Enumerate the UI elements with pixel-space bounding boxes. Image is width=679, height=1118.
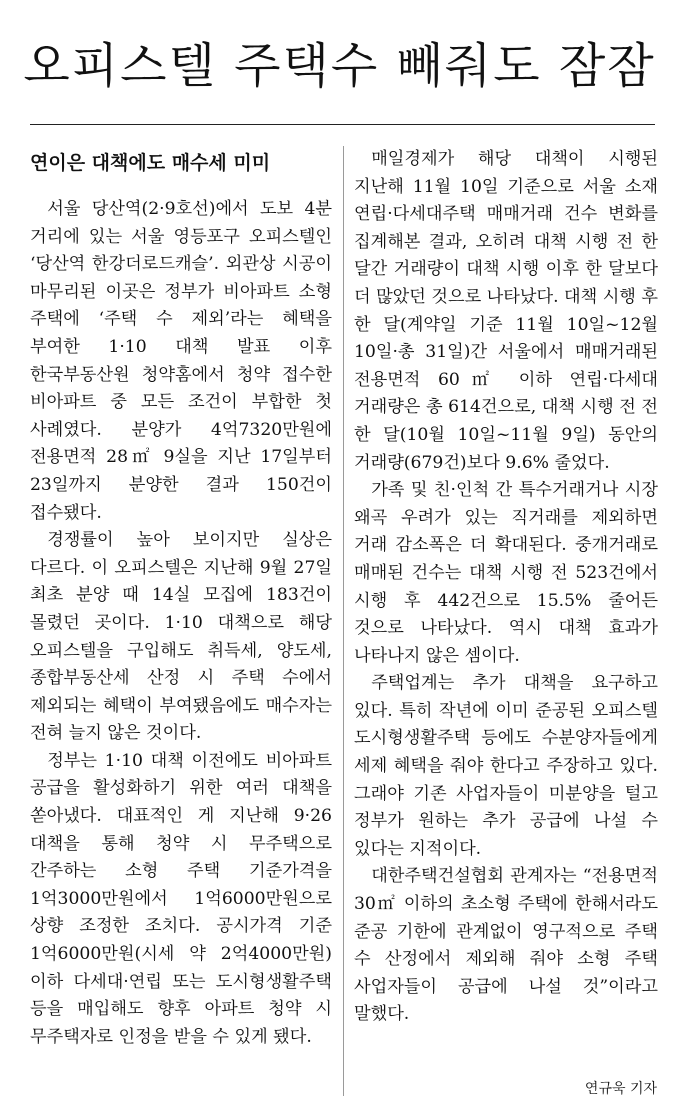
- article-paragraph: 매일경제가 해당 대책이 시행된 지난해 11월 10일 기준으로 서울 소재 연립·다세대주택 매매거래 건수 변화를 집계해본 결과, 오히려 대책 시행 전 한 달간 거래량이 대책 시행 이후 한 달보다 더 많았던 것으로 나타났다. 대책 시행 후 한 달(계약일 기준 11월 10일~12월 10일·총 31일)간 서울에서 매매거래된 전용면적 60㎡ 이하 연립·다세대 거래량은 총 614건으로, 대책 시행 전 전 한 달(10월 10일~11월 9일) 동안의 거래량(679건)보다 9.6% 줄었다.: [354, 149, 658, 473]
- article-paragraph: 서울 당산역(2·9호선)에서 도보 4분 거리에 있는 서울 영등포구 오피스텔인 ‘당산역 한강더로드캐슬’. 외관상 시공이 마무리된 이곳은 정부가 비아파트 소형 주택에 ‘주택 수 제외’라는 혜택을 부여한 1·10 대책 발표 이후 한국부동산원 청약홈에서 청약 접수한 비아파트 중 모든 조건이 부합한 첫 사례였다. 분양가 4억7320만원에 전용면적 28㎡ 9실을 지난 17일부터 23일까지 분양한 결과 150건이 접수됐다.: [30, 199, 332, 523]
- article-paragraph: 경쟁률이 높아 보이지만 실상은 다르다. 이 오피스텔은 지난해 9월 27일 최초 분양 때 14실 모집에 183건이 몰렸던 곳이다. 1·10 대책으로 해당 오피스텔을 구입해도 취득세, 양도세, 종합부동산세 산정 시 주택 수에서 제외되는 혜택이 부여됐음에도 매수자는 전혀 늘지 않은 것이다.: [30, 530, 332, 744]
- subheadline: 연이은 대책에도 매수세 미미: [30, 152, 271, 174]
- article-paragraph: 가족 및 친·인척 간 특수거래거나 시장 왜곡 우려가 있는 직거래를 제외하면 거래 감소폭은 더 확대된다. 중개거래로 매매된 건수는 대책 시행 전 523건에서 시행 후 442건으로 15.5% 줄어든 것으로 나타났다. 역시 대책 효과가 나타나지 않은 셈이다.: [354, 480, 658, 666]
- article-column-right: [354, 146, 658, 1029]
- article-column-left: [30, 146, 332, 1051]
- article-paragraph: 주택업계는 추가 대책을 요구하고 있다. 특히 작년에 이미 준공된 오피스텔 도시형생활주택 등에도 수분양자들에게 세제 혜택을 줘야 한다고 주장하고 있다. 그래야 기존 사업자들이 미분양을 털고 정부가 원하는 추가 공급에 나설 수 있다는 지적이다.: [354, 673, 658, 859]
- article-paragraph: 대한주택건설협회 관계자는 “전용면적 30㎡ 이하의 초소형 주택에 한해서라도 준공 기한에 관계없이 영구적으로 주택 수 산정에서 제외해 줘야 소형 주택 사업자들이 공급에 나설 것”이라고 말했다.: [354, 866, 658, 1025]
- headline-rule: [30, 124, 655, 125]
- headline: 오피스텔 주택수 빼줘도 잠잠: [23, 38, 656, 94]
- column-divider: [343, 146, 344, 1096]
- byline: 연규욱 기자: [584, 1081, 657, 1097]
- article-paragraph: 정부는 1·10 대책 이전에도 비아파트 공급을 활성화하기 위한 여러 대책을 쏟아냈다. 대표적인 게 지난해 9·26 대책을 통해 청약 시 무주택으로 간주하는 소형 주택 기준가격을 1억3000만원에서 1억6000만원으로 상향 조정한 조치다. 공시가격 기준 1억6000만원(시세 약 2억4000만원) 이하 다세대·연립 또는 도시형생활주택 등을 매입해도 향후 아파트 청약 시 무주택자로 인정을 받을 수 있게 됐다.: [30, 750, 332, 1047]
